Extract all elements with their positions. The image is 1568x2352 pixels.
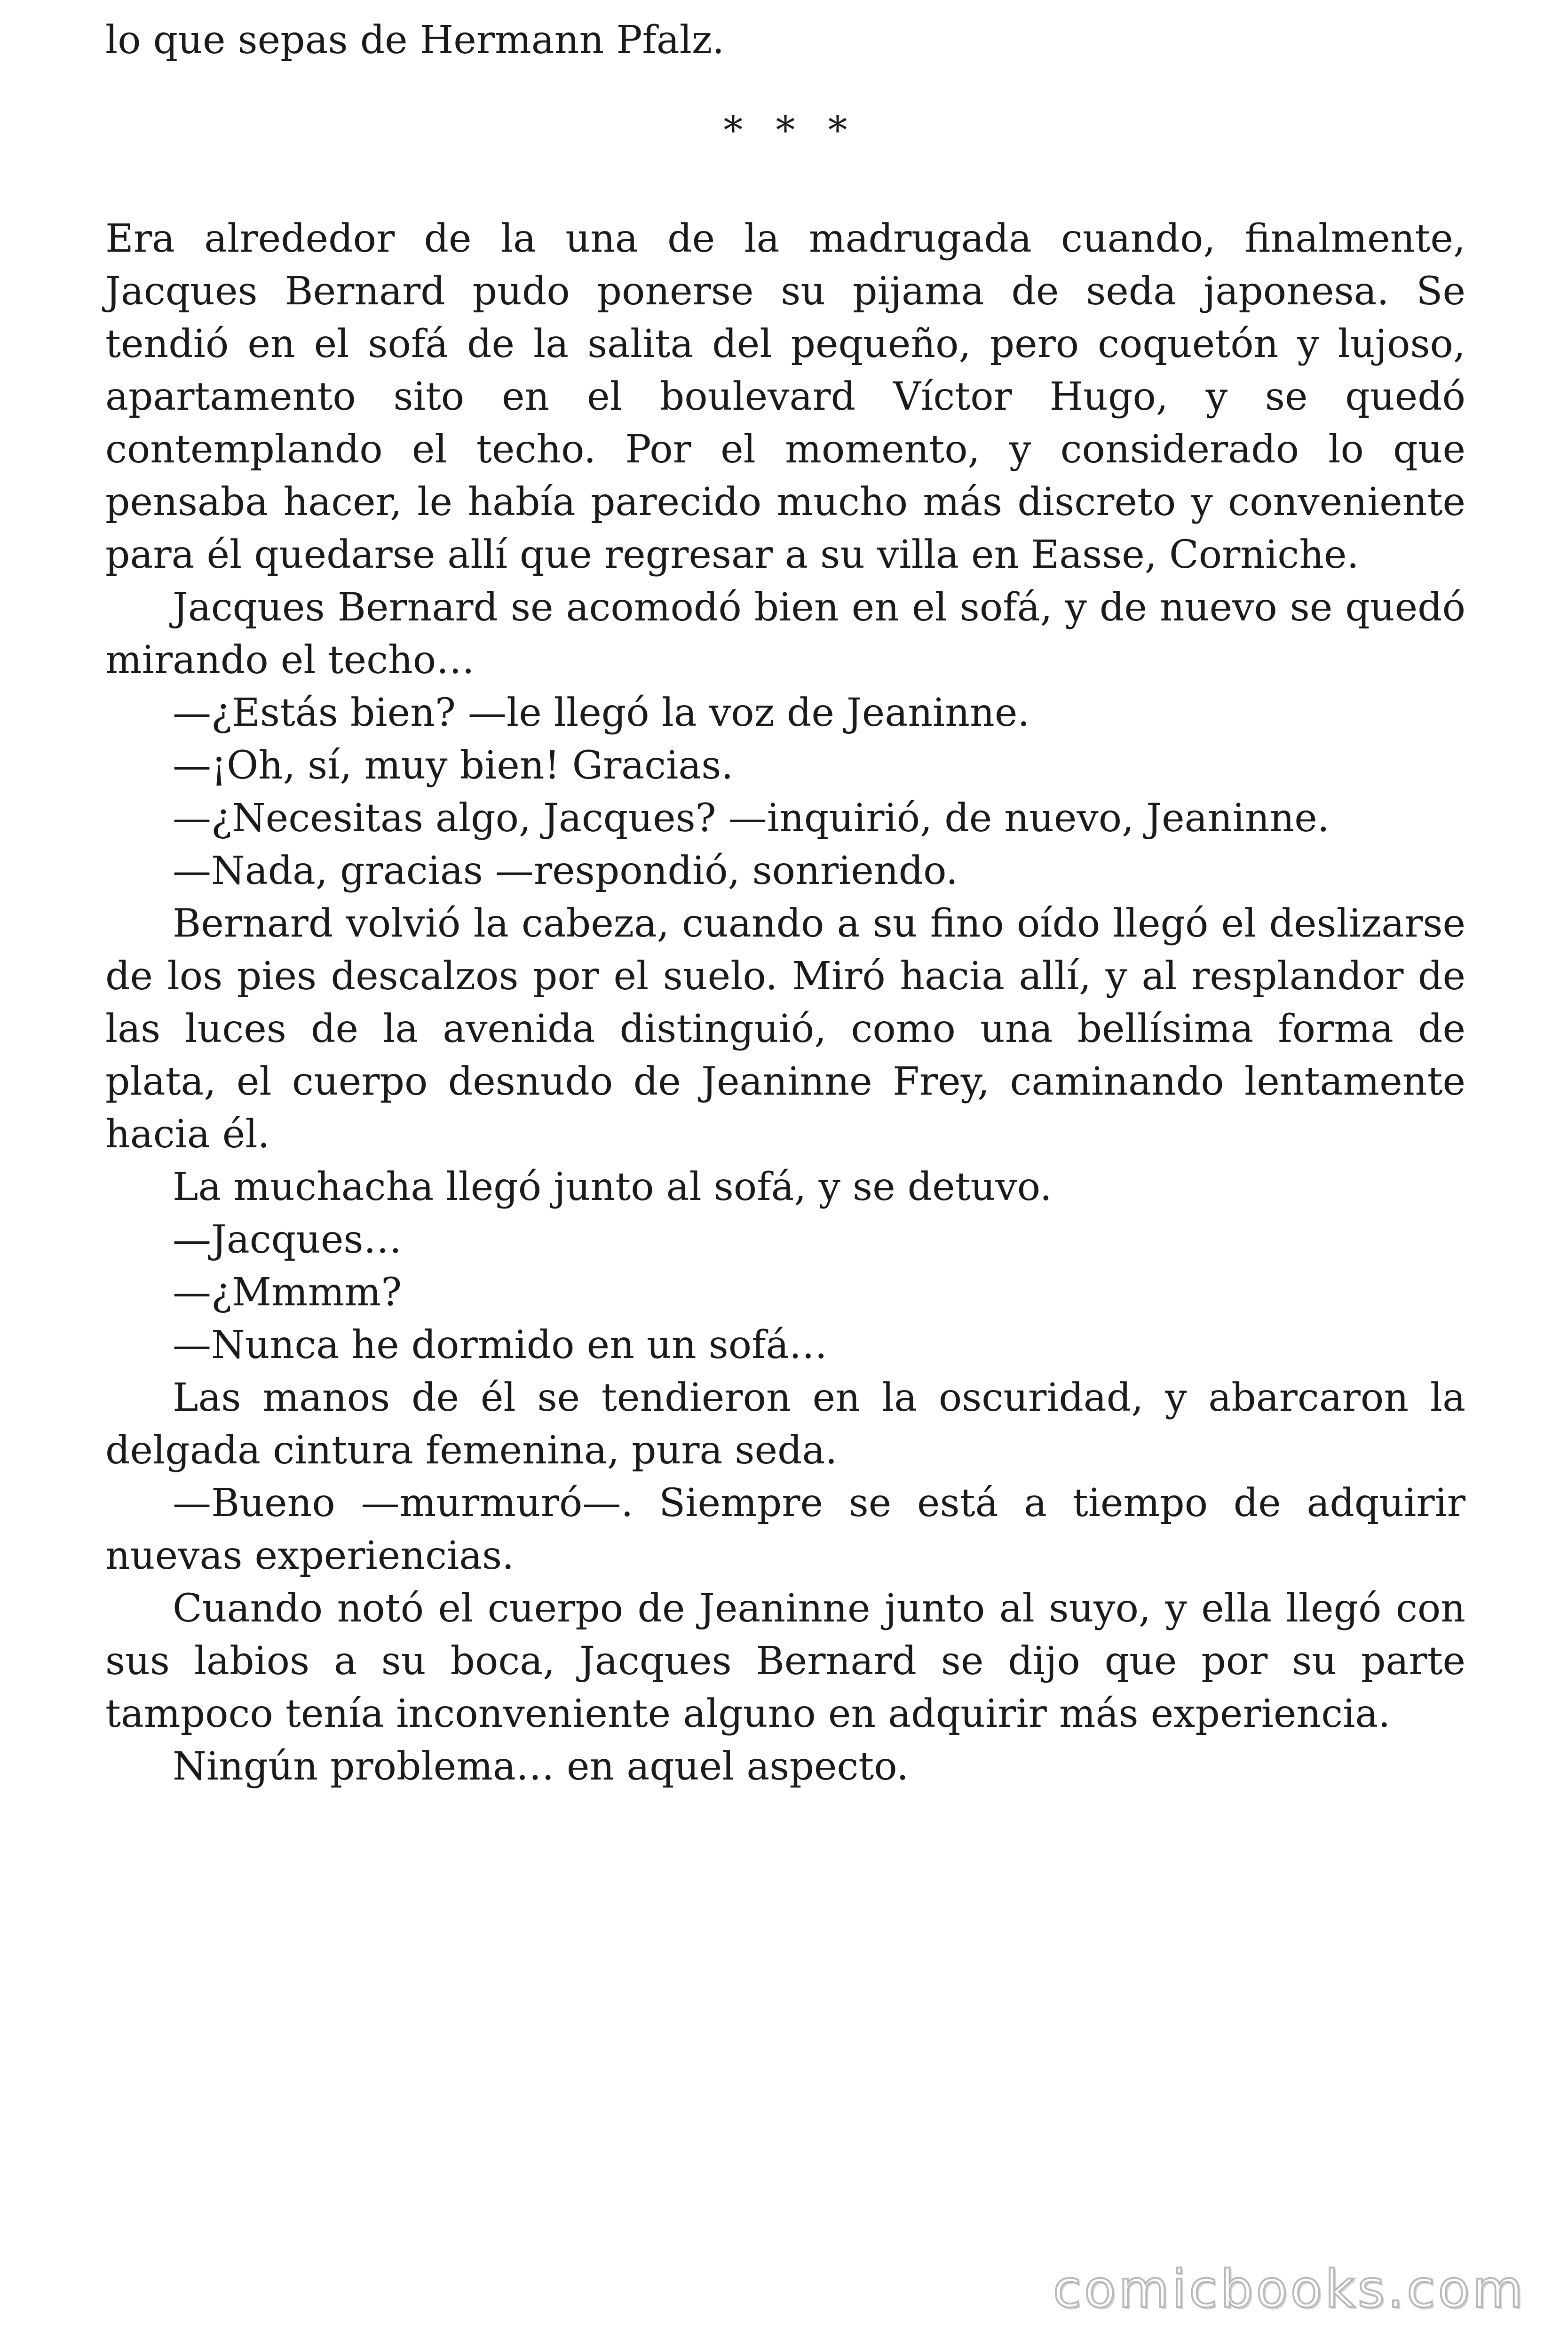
paragraph: Bernard volvió la cabeza, cuando a su fino oído llegó el deslizarse de los pies descalzos por el suelo. Miró hacia allí, y al resplandor de las luces de la avenida distinguió, como una bellísima forma de plata, el cuerpo desnudo de Jeaninne Frey, caminando lentamente hacia él. <box>105 901 1465 1157</box>
paragraph: Cuando notó el cuerpo de Jeaninne junto al suyo, y ella llegó con sus labios a su boca, Jacques Bernard se dijo que por su parte tampoco tenía inconveniente alguno en adquirir más experiencia. <box>105 1586 1465 1736</box>
dialogue-line: —Jacques… <box>173 1217 402 1262</box>
watermark: comicbooks.com <box>1053 2259 1526 2319</box>
scene-separator: * * * <box>723 108 858 153</box>
dialogue-line: —¿Mmmm? <box>173 1270 402 1315</box>
paragraph: Las manos de él se tendieron en la oscuridad, y abarcaron la delgada cintura femenina, pura seda. <box>105 1375 1465 1473</box>
dialogue-line: —Nada, gracias —respondió, sonriendo. <box>173 849 958 893</box>
dialogue-line: —¡Oh, sí, muy bien! Gracias. <box>173 743 734 788</box>
dialogue-line: —¿Necesitas algo, Jacques? —inquirió, de nuevo, Jeaninne. <box>173 796 1330 841</box>
page-body <box>105 14 1465 1793</box>
paragraph: Ningún problema… en aquel aspecto. <box>173 1744 909 1789</box>
paragraph: Jacques Bernard se acomodó bien en el sofá, y de nuevo se quedó mirando el techo… <box>105 585 1465 683</box>
continued-line: lo que sepas de Hermann Pfalz. <box>105 18 725 63</box>
dialogue-line: —Bueno —murmuró—. Siempre se está a tiempo de adquirir nuevas experiencias. <box>105 1481 1465 1578</box>
dialogue-line: —¿Estás bien? —le llegó la voz de Jeaninne. <box>173 691 1030 735</box>
paragraph: La muchacha llegó junto al sofá, y se detuvo. <box>173 1165 1052 1209</box>
paragraph: Era alrededor de la una de la madrugada cuando, finalmente, Jacques Bernard pudo ponerse su pijama de seda japonesa. Se tendió en el sofá de la salita del pequeño, pero coquetón y lujoso, apartamento sito en el boulevard Víctor Hugo, y se quedó contemplando el techo. Por el momento, y considerado lo que pensaba hacer, le había parecido mucho más discreto y conveniente para él quedarse allí que regresar a su villa en Easse, Corniche. <box>105 216 1465 577</box>
dialogue-line: —Nunca he dormido en un sofá… <box>173 1323 828 1367</box>
